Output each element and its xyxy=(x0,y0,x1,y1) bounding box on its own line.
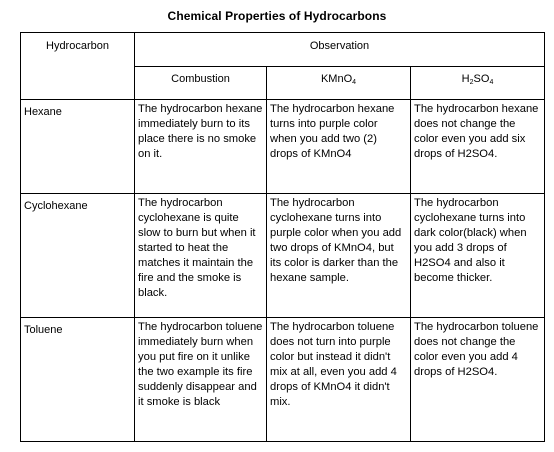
header-h2so4-sub1: 2 xyxy=(469,79,474,86)
table-row xyxy=(21,100,545,194)
table-row xyxy=(21,194,545,318)
cell-cyclohexane-h2so4: The hydrocarbon cyclohexane turns into dark color(black) when you add 3 drops of H2SO4 and also it become thicker. xyxy=(411,194,545,318)
cell-toluene-combustion: The hydrocarbon toluene immediately burn when you put fire on it unlike the two example its fire suddenly disappear and it smoke is black xyxy=(135,318,267,442)
cell-cyclohexane-kmno4: The hydrocarbon cyclohexane turns into purple color when you add two drops of KMnO4, but its color is darker than the hexane sample. xyxy=(267,194,411,318)
cell-toluene-kmno4: The hydrocarbon toluene does not turn into purple color but instead it didn't mix at all, even you add 4 drops of KMnO4 it didn't mix. xyxy=(267,318,411,442)
row-name-hexane: Hexane xyxy=(21,100,135,194)
header-h2so4-h: H xyxy=(461,73,470,85)
properties-table xyxy=(20,32,545,442)
header-hydrocarbon: Hydrocarbon xyxy=(21,33,135,100)
cell-hexane-kmno4: The hydrocarbon hexane turns into purple color when you add two (2) drops of KMnO4 xyxy=(267,100,411,194)
page-title: Chemical Properties of Hydrocarbons xyxy=(167,9,387,23)
header-kmno4-text: KMnO xyxy=(320,73,353,85)
header-kmno4-subscript: 4 xyxy=(352,79,357,86)
header-kmno4 xyxy=(267,67,411,100)
row-name-toluene: Toluene xyxy=(21,318,135,442)
cell-hexane-h2so4: The hydrocarbon hexane does not change the color even you add six drops of H2SO4. xyxy=(411,100,545,194)
cell-hexane-combustion: The hydrocarbon hexane immediately burn to its place there is no smoke on it. xyxy=(135,100,267,194)
header-h2so4-sub2: 4 xyxy=(489,79,494,86)
header-combustion: Combustion xyxy=(135,67,267,100)
header-observation: Observation xyxy=(135,33,545,67)
cell-cyclohexane-combustion: The hydrocarbon cyclohexane is quite slow to burn but when it started to heat the matches it maintain the fire and the smoke is black. xyxy=(135,194,267,318)
cell-toluene-h2so4: The hydrocarbon toluene does not change the color even you add 4 drops of H2SO4. xyxy=(411,318,545,442)
header-h2so4-so: SO xyxy=(473,73,490,85)
table-header-row xyxy=(21,33,545,67)
table-row xyxy=(21,318,545,442)
header-h2so4 xyxy=(411,67,545,100)
row-name-cyclohexane: Cyclohexane xyxy=(21,194,135,318)
